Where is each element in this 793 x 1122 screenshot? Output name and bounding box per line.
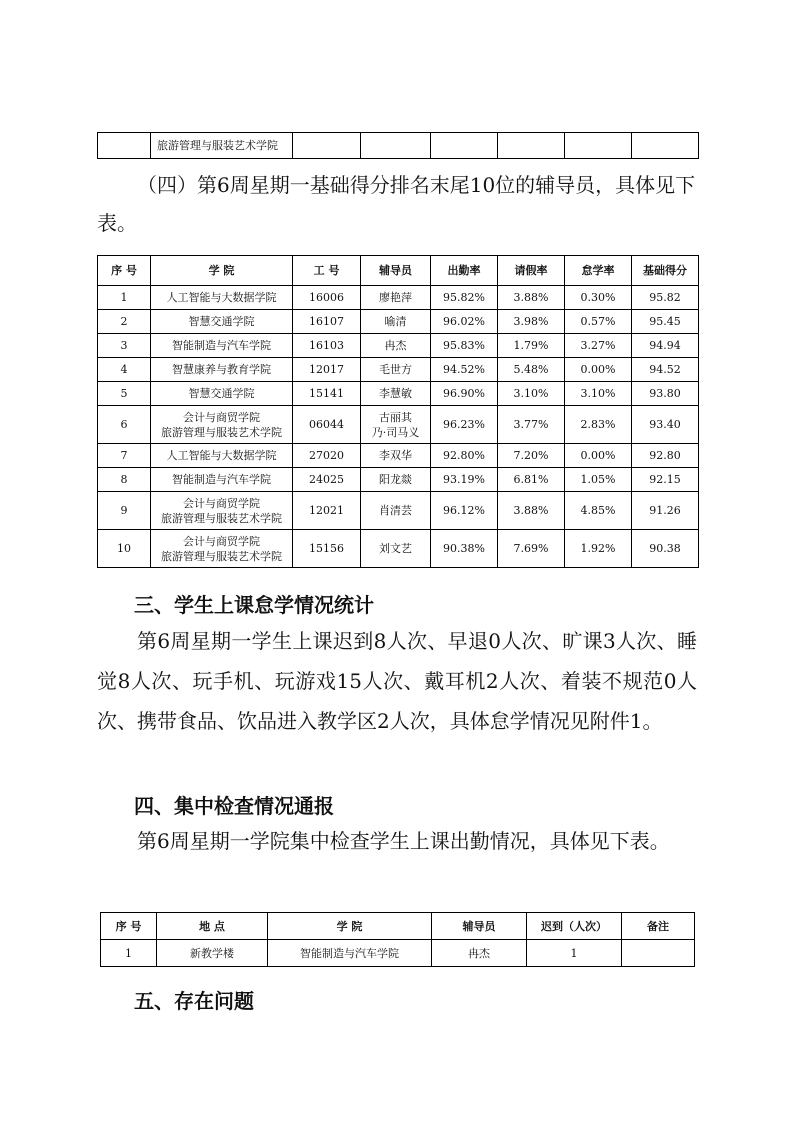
cell-place: 新教学楼 <box>157 940 268 967</box>
cell: 旅游管理与服装艺术学院 <box>151 133 293 159</box>
cell-counselor-line: 刘文艺 <box>379 542 412 555</box>
cell-college-line: 会计与商贸学院 <box>183 496 260 510</box>
cell-no: 1 <box>98 286 151 310</box>
cell-attendance: 94.52% <box>431 358 498 382</box>
cell-college-line: 旅游管理与服装艺术学院 <box>161 425 282 439</box>
top-table-row <box>98 133 699 159</box>
cell-no: 8 <box>98 468 151 492</box>
table-row <box>98 358 699 382</box>
cell-college: 智能制造与汽车学院 <box>268 940 432 967</box>
header-attendance: 出勤率 <box>431 256 498 286</box>
cell-leave: 7.69% <box>498 530 565 568</box>
cell-counselor <box>361 444 431 468</box>
table-row <box>98 286 699 310</box>
counselor-score-table <box>97 255 699 568</box>
cell-no: 2 <box>98 310 151 334</box>
cell-college-line: 智能制造与汽车学院 <box>172 339 271 352</box>
paragraph-three: 第6周星期一学生上课迟到8人次、早退0人次、旷课3人次、睡觉8人次、玩手机、玩游戏15人次、戴耳机2人次、着装不规范0人次、携带食品、饮品进入教学区2人次，具体怠学情况见附件1。 <box>97 629 697 733</box>
table-row <box>101 940 695 967</box>
header-late: 迟到（人次） <box>527 913 622 940</box>
table-row <box>98 382 699 406</box>
cell-attendance: 95.82% <box>431 286 498 310</box>
cell-score: 95.45 <box>632 310 699 334</box>
header-truancy: 怠学率 <box>565 256 632 286</box>
cell-score: 93.40 <box>632 406 699 444</box>
cell-college <box>151 444 293 468</box>
cell-truancy: 3.10% <box>565 382 632 406</box>
cell-counselor <box>361 358 431 382</box>
table-header-row <box>101 913 695 940</box>
cell-id: 16103 <box>293 334 361 358</box>
header-counselor: 辅导员 <box>361 256 431 286</box>
cell-college <box>151 334 293 358</box>
cell-score: 93.80 <box>632 382 699 406</box>
section4-intro: （四）第6周星期一基础得分排名末尾10位的辅导员，具体见下表。 <box>97 173 696 235</box>
cell-counselor-line: 冉杰 <box>384 339 407 352</box>
cell-truancy: 0.00% <box>565 358 632 382</box>
cell-no: 3 <box>98 334 151 358</box>
cell-college <box>151 382 293 406</box>
cell-college <box>151 530 293 568</box>
cell-college-line: 旅游管理与服装艺术学院 <box>161 549 282 563</box>
cell <box>498 133 565 159</box>
header-college: 学 院 <box>151 256 293 286</box>
cell-note <box>622 940 695 967</box>
cell-no: 7 <box>98 444 151 468</box>
cell-counselor-line: 廖艳萍 <box>379 291 412 304</box>
cell-attendance: 90.38% <box>431 530 498 568</box>
cell-college-line: 智能制造与汽车学院 <box>172 473 271 486</box>
cell-attendance: 95.83% <box>431 334 498 358</box>
inspection-table <box>100 912 695 967</box>
cell-attendance: 96.23% <box>431 406 498 444</box>
cell-id: 24025 <box>293 468 361 492</box>
cell-counselor-line: 乃·司马义 <box>371 425 420 439</box>
cell-college <box>151 310 293 334</box>
cell-counselor <box>361 406 431 444</box>
top-partial-table <box>97 132 699 159</box>
cell-leave: 7.20% <box>498 444 565 468</box>
cell-score: 92.80 <box>632 444 699 468</box>
cell-college-line: 会计与商贸学院 <box>183 410 260 424</box>
cell-college <box>151 286 293 310</box>
header-college: 学 院 <box>268 913 432 940</box>
cell-score: 90.38 <box>632 530 699 568</box>
cell-counselor-line: 喻清 <box>384 315 407 328</box>
cell-counselor-line: 肖清芸 <box>379 504 412 517</box>
cell-leave: 5.48% <box>498 358 565 382</box>
header-leave: 请假率 <box>498 256 565 286</box>
cell-counselor <box>361 382 431 406</box>
table-row <box>98 406 699 444</box>
cell-college-line: 智慧交通学院 <box>188 387 255 400</box>
cell-counselor <box>361 468 431 492</box>
table-row <box>98 468 699 492</box>
cell-id: 16107 <box>293 310 361 334</box>
header-note: 备注 <box>622 913 695 940</box>
cell-truancy: 1.92% <box>565 530 632 568</box>
cell-leave: 3.98% <box>498 310 565 334</box>
cell <box>361 133 431 159</box>
header-counselor: 辅导员 <box>432 913 527 940</box>
cell-counselor-line: 阳龙燚 <box>379 473 412 486</box>
header-no: 序 号 <box>101 913 157 940</box>
cell <box>293 133 361 159</box>
cell-truancy: 0.00% <box>565 444 632 468</box>
cell-attendance: 96.12% <box>431 492 498 530</box>
cell-college <box>151 358 293 382</box>
cell-counselor-line: 李慧敏 <box>379 387 412 400</box>
cell-counselor: 冉杰 <box>432 940 527 967</box>
cell-college-line: 人工智能与大数据学院 <box>166 449 277 462</box>
cell-id: 12017 <box>293 358 361 382</box>
cell-college <box>151 492 293 530</box>
heading-four: 四、集中检查情况通报 <box>134 794 334 818</box>
cell-counselor <box>361 530 431 568</box>
cell-id: 12021 <box>293 492 361 530</box>
cell-counselor <box>361 310 431 334</box>
cell-no: 6 <box>98 406 151 444</box>
cell-counselor <box>361 334 431 358</box>
cell-college-line: 会计与商贸学院 <box>183 534 260 548</box>
cell <box>565 133 632 159</box>
header-id: 工 号 <box>293 256 361 286</box>
cell-attendance: 92.80% <box>431 444 498 468</box>
cell-truancy: 0.30% <box>565 286 632 310</box>
heading-three: 三、学生上课怠学情况统计 <box>134 593 374 617</box>
cell <box>632 133 699 159</box>
cell-leave: 1.79% <box>498 334 565 358</box>
cell-no: 1 <box>101 940 157 967</box>
cell-id: 06044 <box>293 406 361 444</box>
table-row <box>98 444 699 468</box>
cell-score: 92.15 <box>632 468 699 492</box>
cell-leave: 6.81% <box>498 468 565 492</box>
cell-counselor <box>361 286 431 310</box>
cell-attendance: 96.90% <box>431 382 498 406</box>
table-row <box>98 530 699 568</box>
cell-truancy: 1.05% <box>565 468 632 492</box>
heading-five: 五、存在问题 <box>134 989 254 1013</box>
cell-counselor-line: 李双华 <box>379 449 412 462</box>
cell-counselor <box>361 492 431 530</box>
cell-no: 9 <box>98 492 151 530</box>
cell-score: 94.52 <box>632 358 699 382</box>
header-score: 基础得分 <box>632 256 699 286</box>
header-place: 地 点 <box>157 913 268 940</box>
cell-college-line: 智慧交通学院 <box>188 315 255 328</box>
cell-id: 16006 <box>293 286 361 310</box>
cell-leave: 3.77% <box>498 406 565 444</box>
cell-leave: 3.10% <box>498 382 565 406</box>
table-body <box>98 286 699 568</box>
cell-truancy: 3.27% <box>565 334 632 358</box>
cell-college-line: 人工智能与大数据学院 <box>166 291 277 304</box>
cell-no: 4 <box>98 358 151 382</box>
cell-college-line: 旅游管理与服装艺术学院 <box>161 511 282 525</box>
cell <box>98 133 151 159</box>
cell-college <box>151 468 293 492</box>
cell-leave: 3.88% <box>498 492 565 530</box>
cell-truancy: 2.83% <box>565 406 632 444</box>
cell-truancy: 0.57% <box>565 310 632 334</box>
table-row <box>98 334 699 358</box>
cell-no: 5 <box>98 382 151 406</box>
table-row <box>98 492 699 530</box>
cell-score: 95.82 <box>632 286 699 310</box>
cell-college-line: 智慧康养与教育学院 <box>172 363 271 376</box>
header-no: 序 号 <box>98 256 151 286</box>
cell-counselor-line: 毛世方 <box>379 363 412 376</box>
cell-late: 1 <box>527 940 622 967</box>
cell-leave: 3.88% <box>498 286 565 310</box>
cell-attendance: 96.02% <box>431 310 498 334</box>
cell-college <box>151 406 293 444</box>
cell-score: 94.94 <box>632 334 699 358</box>
cell <box>431 133 498 159</box>
paragraph-four: 第6周星期一学院集中检查学生上课出勤情况，具体见下表。 <box>137 829 670 853</box>
cell-id: 15141 <box>293 382 361 406</box>
cell-id: 15156 <box>293 530 361 568</box>
cell-truancy: 4.85% <box>565 492 632 530</box>
cell-no: 10 <box>98 530 151 568</box>
table-header-row <box>98 256 699 286</box>
cell-score: 91.26 <box>632 492 699 530</box>
cell-attendance: 93.19% <box>431 468 498 492</box>
cell-id: 27020 <box>293 444 361 468</box>
cell-counselor-line: 古丽其 <box>379 410 412 424</box>
table-row <box>98 310 699 334</box>
